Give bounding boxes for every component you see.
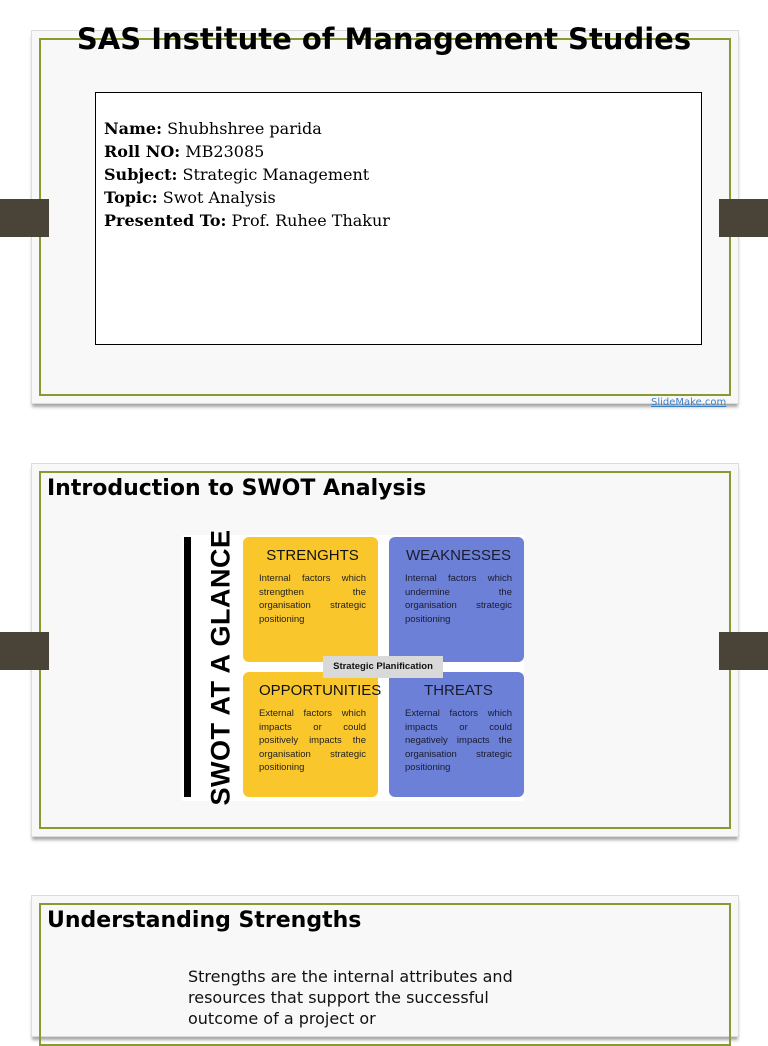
- center-label: Strategic Planification: [323, 656, 443, 678]
- side-label: SWOT AT A GLANCE: [205, 529, 236, 805]
- binder-tab: [0, 632, 49, 670]
- info-subject: Subject: Strategic Management: [104, 165, 370, 184]
- info-lines: [104, 117, 390, 232]
- binder-tab: [719, 199, 768, 237]
- binder-tab: [719, 632, 768, 670]
- vertical-bar: [184, 537, 191, 797]
- slidemake-link[interactable]: SlideMake.com: [651, 397, 727, 408]
- info-presented-to: Presented To: Prof. Ruhee Thakur: [104, 211, 390, 230]
- student-info-box: [95, 92, 702, 345]
- weaknesses-quadrant: WEAKNESSES Internal factors which undermine the organisation strategic positioning: [389, 537, 524, 662]
- info-roll: Roll NO: MB23085: [104, 142, 265, 161]
- slide-body: Strengths are the internal attributes and resources that support the successful outcome of a project or: [188, 967, 513, 1028]
- info-topic: Topic: Swot Analysis: [104, 188, 276, 207]
- strengths-quadrant: STRENGHTS Internal factors which strengthen the organisation strategic positioning: [243, 537, 378, 662]
- swot-graphic: [182, 529, 524, 805]
- slide-title: Understanding Strengths: [47, 908, 362, 933]
- threats-quadrant: THREATS External factors which impacts or could negatively impacts the organisation strategic positioning: [389, 672, 524, 797]
- binder-tab: [0, 199, 49, 237]
- info-name: Name: Shubhshree parida: [104, 119, 322, 138]
- page-title: SAS Institute of Management Studies: [76, 22, 692, 56]
- opportunities-quadrant: OPPORTUNITIES External factors which impacts or could positively impacts the organisation strategic positioning: [243, 672, 378, 797]
- slide-title: Introduction to SWOT Analysis: [47, 476, 427, 501]
